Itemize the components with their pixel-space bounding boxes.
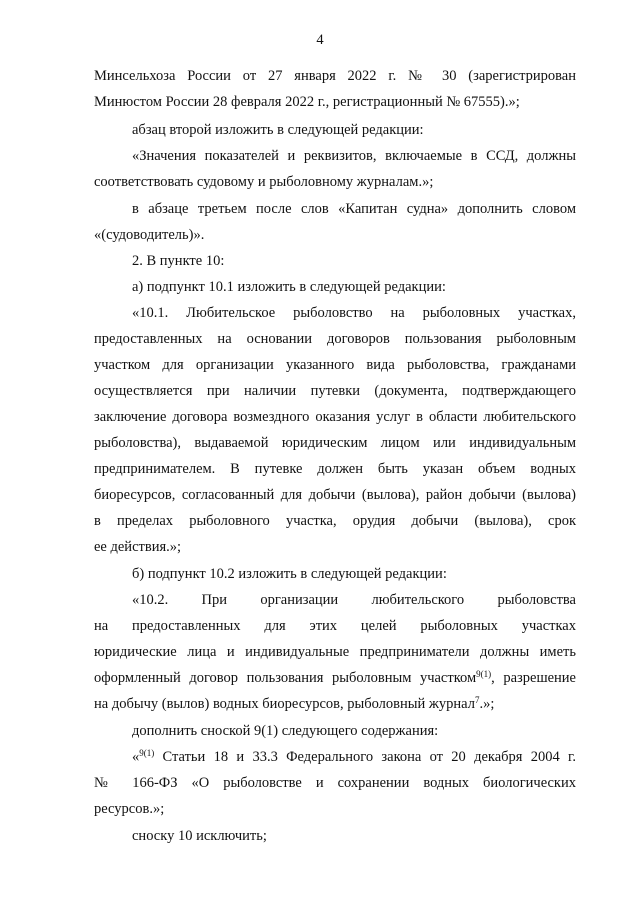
text-line: в пределах рыболовного участка, орудия добычи (вылова), срок [94, 513, 576, 529]
text-line: ее действия.»; [94, 539, 182, 555]
text-line [94, 668, 576, 688]
footnote-mark: 9(1) [476, 669, 492, 679]
text-line: «Значения показателей и реквизитов, включаемые в ССД, должны [132, 148, 576, 164]
text-line: осуществляется при наличии путевки (документа, подтверждающего [94, 383, 576, 399]
text-line: «10.2. При организации любительского рыболовства [132, 592, 576, 608]
text-span: .»; [479, 696, 495, 712]
text-span: , разрешение [491, 670, 576, 686]
text-line [132, 747, 576, 767]
text-line: юридические лица и индивидуальные предприниматели должны иметь [94, 644, 576, 660]
text-span: оформленный договор пользования рыболовным участком [94, 670, 477, 686]
text-line: Минсельхоза России от 27 января 2022 г. № 30 (зарегистрирован [94, 68, 576, 84]
text-line: «10.1. Любительское рыболовство на рыболовных участках, [132, 305, 576, 321]
text-line: № 166-ФЗ «О рыболовстве и сохранении водных биологических [94, 775, 576, 791]
text-line: Минюстом России 28 февраля 2022 г., регистрационный № 67555).»; [94, 94, 520, 110]
page-number: 4 [316, 32, 324, 48]
text-line: 2. В пункте 10: [132, 253, 225, 269]
text-line: предпринимателем. В путевке должен быть указан объем водных [94, 461, 576, 477]
text-line: а) подпункт 10.1 изложить в следующей редакции: [132, 279, 446, 295]
footnote-mark: 9(1) [139, 748, 155, 758]
text-line: дополнить сноской 9(1) следующего содержания: [132, 723, 439, 739]
footnote-mark: 7 [474, 695, 480, 705]
text-line: б) подпункт 10.2 изложить в следующей редакции: [132, 566, 447, 582]
text-line: предоставленных на основании договоров пользования рыболовным [94, 331, 576, 347]
text-line: соответствовать судовому и рыболовному журналам.»; [94, 174, 434, 190]
text-line: сноску 10 исключить; [132, 828, 267, 844]
text-span: « [132, 749, 140, 765]
text-span: Статьи 18 и 33.3 Федерального закона от 20 декабря 2004 г. [154, 749, 576, 765]
text-line: абзац второй изложить в следующей редакции: [132, 122, 424, 138]
text-line: рыболовства), выдаваемой юридическим лицом или индивидуальным [94, 435, 576, 451]
text-line: ресурсов.»; [94, 801, 165, 817]
text-line: на предоставленных для этих целей рыболовных участках [94, 618, 576, 634]
text-span: на добычу (вылов) водных биоресурсов, рыболовный журнал [94, 696, 475, 712]
text-line: биоресурсов, согласованный для добычи (вылова), район добычи (вылова) [94, 487, 576, 503]
text-line: участком для организации указанного вида рыболовства, гражданами [94, 357, 576, 373]
text-line [94, 694, 494, 714]
text-line: в абзаце третьем после слов «Капитан судна» дополнить словом [132, 201, 576, 217]
text-line: «(судоводитель)». [94, 227, 205, 243]
text-line: заключение договора возмездного оказания услуг в области любительского [94, 409, 576, 425]
